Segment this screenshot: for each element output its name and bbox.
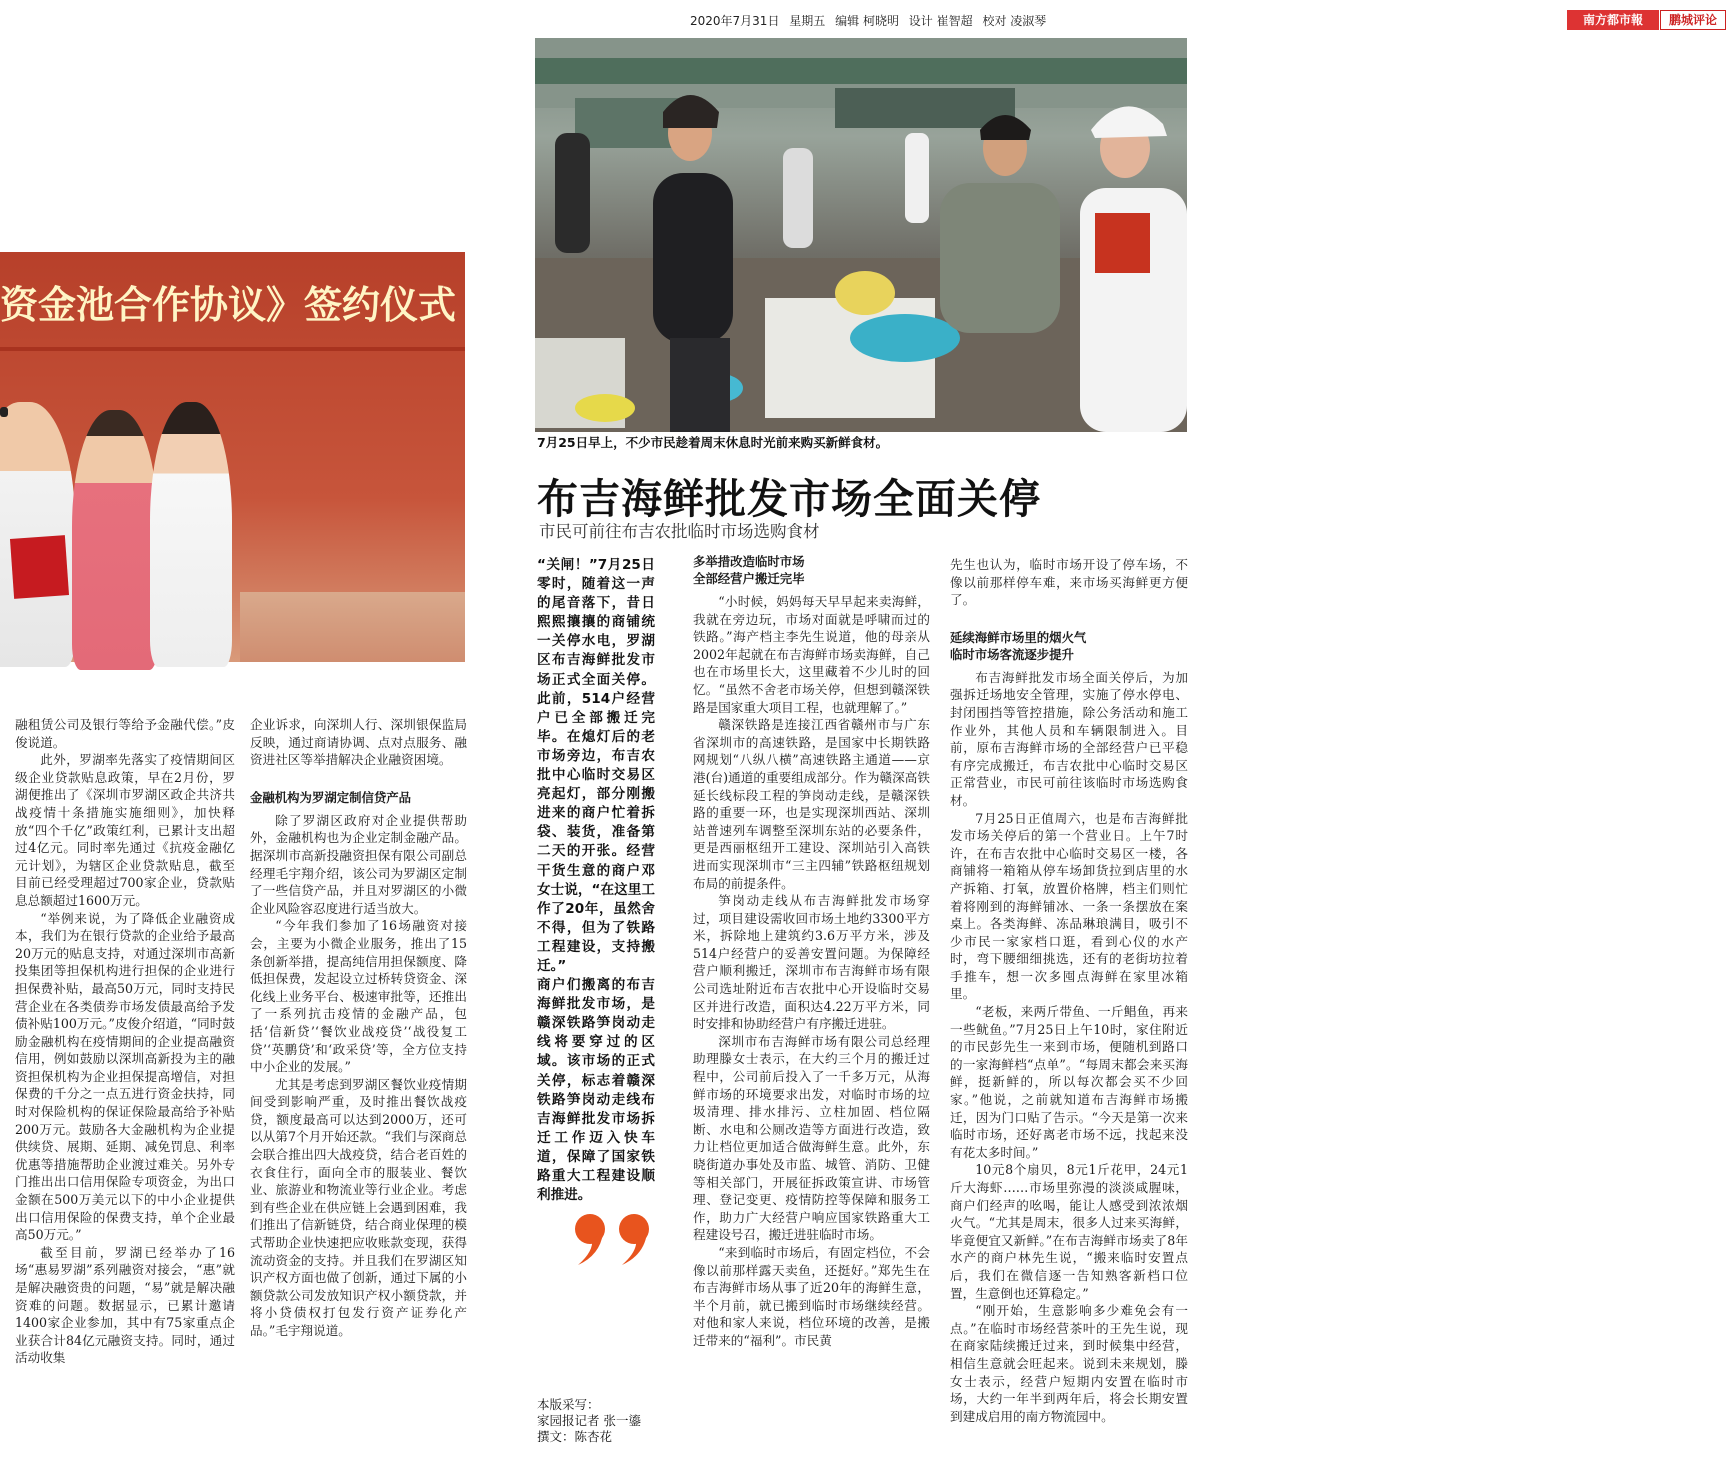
col2-paragraph: “来到临时市场后，有固定档位，不会像以前那样露天卖鱼，还挺好。”郑先生在布吉海鲜市场从事了近20年的海鲜生意，半个月前，就已搬到临时市场继续经营。对他和家人来说，档位环境的改善，是搬迁带来的“福利”。市民黄 [693, 1244, 930, 1348]
col2-paragraph: 笋岗动走线从布吉海鲜批发市场穿过，项目建设需收回市场土地约3300平方米，拆除地上建筑约3.6万平方米，涉及514户经营户的妥善安置问题。为保障经营户顺利搬迁，深圳市布吉海鲜市场有限公司选址附近布吉农批中心开设临时交易区并进行改造，面积达4.22万平方米，同时安排和协助经营户有序搬迁进驻。 [693, 893, 930, 1032]
col3-paragraph: 布吉海鲜批发市场全面关停后，为加强拆迁场地安全管理，实施了停水停电、封闭围挡等管控措施，除公务活动和施工作业外，其他人员和车辆限制进入。目前，原布吉海鲜市场的全部经营户已平稳有序完成搬迁，布吉农批中心临时交易区正常营业，市民可前往该临时市场选购食材。 [950, 669, 1188, 808]
banner-edge [0, 347, 465, 351]
left-article-column-a [15, 716, 235, 1468]
page-header [540, 8, 1717, 32]
page-meta [690, 12, 1052, 29]
designer-credit: 设计 崔智超 [908, 14, 973, 28]
colA-paragraph: 融租赁公司及银行等给予金融代偿。”皮俊说道。 [15, 717, 235, 750]
colB-paragraph: 除了罗湖区政府对企业提供帮助外，金融机构也为企业定制金融产品。据深圳市高新投融资担保有限公司副总经理毛宇翔介绍，该公司为罗湖区定制了一些信贷产品，并且对罗湖区的小微企业风险容忍度进行适当放大。 [250, 812, 467, 916]
seafood-market-photo [535, 38, 1187, 432]
colB-paragraph: 尤其是考虑到罗湖区餐饮业疫情期间受到影响严重，及时推出餐饮战疫贷，额度最高可以达到2000万，还可以从第7个月开始还款。“我们与深商总会联合推出四大战疫贷，结合老百姓的衣食住行，面向全市的服装业、餐饮业、旅游业和物流业等行业企业。考虑到有些企业在供应链上会遇到困难，我们推出了信新链贷，结合商业保理的模式帮助企业快速把应收账款变现，获得流动资金的支持。并且我们在罗湖区知识产权方面也做了创新，通过下属的小额贷款公司发放知识产权小额贷款，并将小贷债权打包发行资产证券化产品。”毛宇翔说道。 [250, 1076, 467, 1338]
lead-paragraph-1: “关闸！”7月25日零时，随着这一声的尾音落下，昔日熙熙攘攘的商铺统一关停水电，罗湖区布吉海鲜批发市场正式全面关停。此前，514户经营户已全部搬迁完毕。在熄灯后的老市场旁边，布吉农批中心临时交易区亮起灯，部分刚搬进来的商户忙着拆袋、装货，准备第二天的开张。经营干货生意的商户邓女士说，“在这里工作了20年，虽然舍不得，但为了铁路工程建设，支持搬迁。” [537, 557, 655, 974]
person-2 [72, 410, 158, 670]
col3-paragraph: “刚开始，生意影响多少难免会有一点。”在临时市场经营茶叶的王先生说，现在商家陆续搬迁过来，到时候集中经营，相信生意就会旺起来。说到未来规划，滕女士表示，经营户短期内安置在临时市场，大约一年半到两年后，将会长期安置到建成启用的南方物流园中。 [950, 1303, 1188, 1424]
credits-reporter: 家园报记者 张一鎏 [537, 1413, 641, 1428]
person-3 [150, 402, 232, 667]
section-heading-finance: 金融机构为罗湖定制信贷产品 [250, 789, 412, 805]
colB-paragraph: “今年我们参加了16场融资对接会，主要为小微企业服务，推出了15条创新举措，提高纯信用担保额度、降低担保费，发起设立过桥转贷资金、深化线上业务平台、极速审批等，还推出了一系列抗击疫情的金融产品，包括‘信新贷’‘餐饮业战疫贷’‘战役复工贷’‘英鹏贷’和‘政采贷’等，全方位支持中小企业的发展。” [250, 918, 467, 1075]
colA-paragraph: “举例来说，为了降低企业融资成本，我们为在银行贷款的企业给予最高20万元的贴息支持，对通过深圳市高新投集团等担保机构进行担保的企业进行担保费补贴，最高50万元，同时支持民营企业在各类债券市场发债最高给予发债补贴100万元。”皮俊介绍道，“同时鼓励金融机构在疫情期间的企业提高融资信用，例如鼓励以深圳高新投为主的融资担保机构为企业担保提高增信，对担保费的千分之一点五进行资金扶持，同时对保险机构的保证保险最高给予补贴200万元。鼓励各大金融机构为企业提供续贷、展期、延期、减免罚息、利率优惠等措施帮助企业渡过难关。另外专门推出出口信用保险专项资金，为出口金额在500万美元以下的中小企业提供出口信用保险的保费支持，单个企业最高50万元。” [15, 910, 235, 1243]
col3-paragraph: 7月25日正值周六，也是布吉海鲜批发市场关停后的第一个营业日。上午7时许，在布吉农批中心临时交易区一楼，各商铺将一箱箱从停车场卸货拉到店里的水产拆箱、打氧，放置价格牌，档主们则忙着将刚到的海鲜铺冰、一条一条摆放在案桌上。各类海鲜、冻品琳琅满目，吸引不少市民一家家档口逛，看到心仪的水产时，弯下腰细细挑选，还有的老街坊拉着手推车，想一次多囤点海鲜在家里冰箱里。 [950, 810, 1188, 1002]
article-headline: 布吉海鲜批发市场全面关停 [537, 475, 1041, 523]
article-column-3 [950, 556, 1188, 1468]
certificate-folder [10, 535, 69, 599]
colB-paragraph: 企业诉求，向深圳人行、深圳银保监局反映，通过商请协调、点对点服务、融资进社区等举措解决企业融资困境。 [250, 717, 467, 768]
colA-paragraph: 此外，罗湖率先落实了疫情期间区级企业贷款贴息政策，早在2月份，罗湖便推出了《深圳市罗湖区政企共济共战疫情十条措施实施细则》，加快释放“四个千亿”政策红利，已累计支出超过4亿元。同时率先通过《抗疫金融亿元计划》，为辖区企业贷款贴息，截至目前已经受理超过700家企业，贷款贴息总额超过1600万元。 [15, 752, 235, 908]
section-heading-relocation: 多举措改造临时市场 全部经营户搬迁完毕 [693, 554, 805, 586]
editor-credit: 编辑 柯晓明 [835, 14, 899, 28]
col3-paragraph: 10元8个扇贝，8元1斤花甲，24元1斤大海虾……市场里弥漫的淡淡咸腥味，商户们经声的吆喝，能让人感受到浓浓烟火气。“尤其是周末，很多人过来买海鲜，毕竟便宜又新鲜。”在布吉海鲜市场卖了8年水产的商户林先生说，“搬来临时安置点后，我们在微信逐一告知熟客新档口位置，生意倒也还算稳定。” [950, 1162, 1188, 1301]
lead-paragraph-2: 商户们搬离的布吉海鲜批发市场，是赣深铁路笋岗动走线将要穿过的区域。该市场的正式关停，标志着赣深铁路笋岗动走线布吉海鲜批发市场拆迁工作迈入快车道，保障了国家铁路重大工程建设顺利推进。 [537, 977, 655, 1204]
person-1-hair [0, 407, 8, 417]
article-lead [537, 556, 655, 1205]
col3-paragraph: 先生也认为，临时市场开设了停车场，不像以前那样停车难，来市场买海鲜更方便了。 [950, 557, 1188, 608]
quote-mark-icon [572, 1213, 662, 1268]
section-heading-market-life: 延续海鲜市场里的烟火气 临时市场客流逐步提升 [950, 629, 1087, 662]
left-article-column-b [250, 716, 467, 1468]
article-column-2 [693, 553, 930, 1468]
paper-name-logo: 南方都市報 [1567, 10, 1659, 30]
photo-caption: 7月25日早上，不少市民趁着周末休息时光前来购买新鲜食材。 [537, 435, 889, 450]
credits-writer: 撰文：陈杏花 [537, 1429, 613, 1444]
article-credits [537, 1397, 667, 1445]
col2-paragraph: “小时候，妈妈每天早早起来卖海鲜，我就在旁边玩，市场对面就是呼啸而过的铁路。”海产档主李先生说道，他的母亲从2002年起就在布吉海鲜市场卖海鲜，自己也在市场里长大，这里藏着不少儿时的回忆。“虽然不舍老市场关停，但想到赣深铁路是国家重大项目工程，也就理解了。” [693, 594, 930, 715]
issue-weekday: 星期五 [789, 14, 826, 28]
proofreader-credit: 校对 凌淑琴 [982, 14, 1047, 28]
ceremony-banner: 资金池合作协议》签约仪式 [0, 282, 457, 327]
section-name-logo: 鹏城评论 [1660, 10, 1726, 30]
issue-date: 2020年7月31日 [690, 14, 780, 28]
backdrop-wall [240, 592, 465, 662]
credits-title: 本版采写： [537, 1397, 600, 1412]
col3-paragraph: “老板，来两斤带鱼、一斤鲳鱼，再来一些鱿鱼。”7月25日上午10时，家住附近的市民彭先生一来到市场，便随机到路口的一家海鲜档“点单”。“每周末都会来买海鲜，挺新鲜的，所以每次都会买不少回家。”他说，之前就知道布吉海鲜市场搬迁，因为门口贴了告示。“今天是第一次来临时市场，还好离老市场不远，找起来没有花太多时间。” [950, 1004, 1188, 1160]
col2-paragraph: 深圳市布吉海鲜市场有限公司总经理助理滕女士表示，在大约三个月的搬迁过程中，公司前后投入了一千多万元，从海鲜市场的环境要求出发，对临时市场的垃圾清理、排水排污、立柱加固、档位隔断、水电和公厕改造等方面进行改造，致力让档位更加适合做海鲜生意。此外，东晓街道办事处及市监、城管、消防、卫健等相关部门，开展征拆政策宣讲、市场管理、登记变更、疫情防控等保障和服务工作，助力广大经营户响应国家铁路重大工程建设号召，搬迁进驻临时市场。 [693, 1033, 930, 1243]
colA-paragraph: 截至目前，罗湖已经举办了16场“惠易罗湖”系列融资对接会，“惠”就是解决融资贵的问题，“易”就是解决融资难的问题。数据显示，已累计邀请1400家企业参加，其中有75家重点企业获合计84亿元融资支持。同时，通过活动收集 [15, 1244, 235, 1366]
signing-ceremony-photo [0, 252, 465, 662]
col2-paragraph: 赣深铁路是连接江西省赣州市与广东省深圳市的高速铁路，是国家中长期铁路网规划“八纵八横”高速铁路主通道——京港(台)通道的重要组成部分。作为赣深高铁延长线标段工程的笋岗动走线，是赣深铁路的重要一环，也是实现深圳西站、深圳站普速列车调整至深圳东站的必要条件，更是西丽枢纽开工建设、深圳站引入高铁进而实现深圳市“三主四辅”铁路枢纽规划布局的前提条件。 [693, 717, 930, 891]
market-scene-illustration [535, 38, 1187, 432]
article-subhead: 市民可前往布吉农批临时市场选购食材 [539, 522, 820, 541]
